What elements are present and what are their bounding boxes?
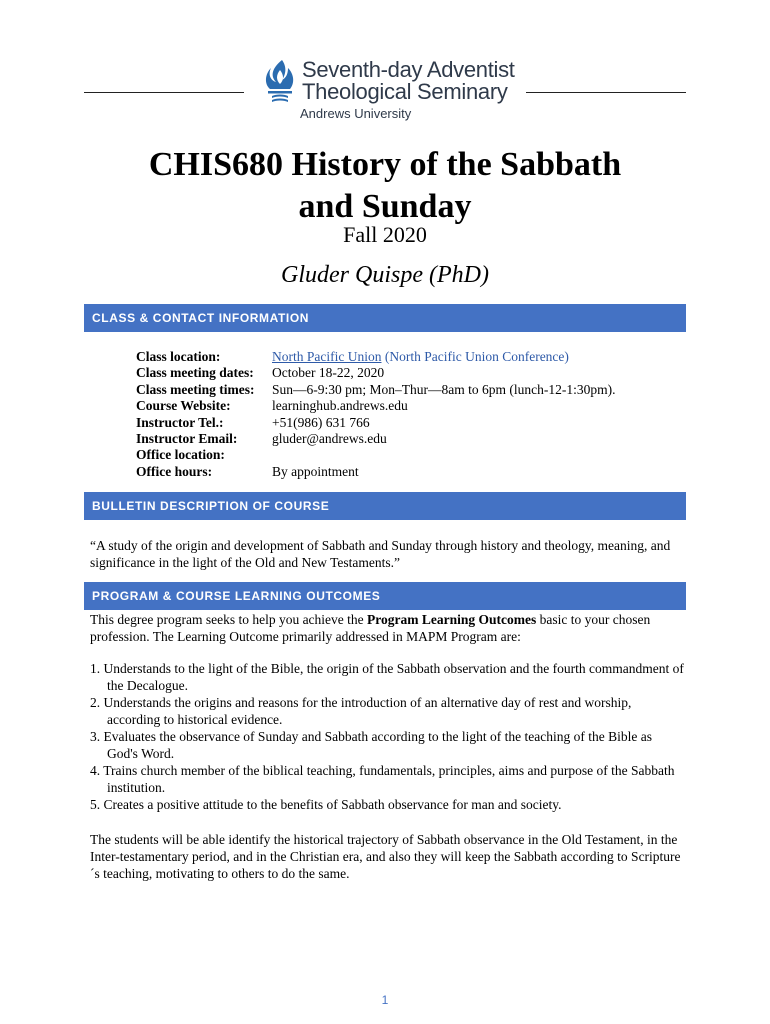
info-value: By appointment [272,463,359,479]
info-row-office-hours [136,464,615,480]
course-title-line2: and Sunday [298,188,472,225]
course-title [0,144,770,228]
info-label: Class location: [136,349,221,364]
intro-text-before: This degree program seeks to help you achieve the [90,612,368,627]
outcome-item: 4. Trains church member of the biblical teaching, fundamentals, principles, aims and purpose of the Sabbath institution. [90,763,675,795]
section-header-bulletin: BULLETIN DESCRIPTION OF COURSE [84,492,686,520]
info-row-email [136,431,615,447]
info-value: +51(986) 631 766 [272,414,370,430]
outcome-item: 2. Understands the origins and reasons for the introduction of an alternative day of rest and worship, according to historical evidence. [90,695,632,727]
instructor-name: Gluder Quispe (PhD) [281,262,489,288]
course-term: Fall 2020 [343,222,427,247]
contact-info-list [136,349,615,480]
outcome-item: 5. Creates a positive attitude to the benefits of Sabbath observance for man and society. [90,797,562,812]
outcomes-list [90,660,686,813]
page-number: 1 [381,993,389,1007]
info-label: Class meeting times: [136,381,255,397]
header-rule-left [84,92,244,93]
info-row-location [136,349,615,365]
info-row-office-location [136,447,615,463]
info-label: Class meeting dates: [136,365,254,381]
outcome-item: 1. Understands to the light of the Bible, the origin of the Sabbath observation and the fourth commandment of the Decalogue. [90,661,684,693]
section-header-contact: CLASS & CONTACT INFORMATION [84,304,686,332]
logo-text-line2: Theological Seminary [302,79,508,104]
logo-university: Andrews University [300,106,412,121]
info-value: learninghub.andrews.edu [272,398,408,414]
info-label: Course Website: [136,398,231,414]
info-row-website [136,398,615,414]
info-row-dates [136,365,615,381]
info-value: October 18-22, 2020 [272,365,385,381]
location-note: (North Pacific Union Conference) [384,349,569,364]
info-value: gluder@andrews.edu [272,431,387,447]
seminary-logo [0,56,770,126]
intro-text-bold: Program Learning Outcomes [367,612,537,627]
intro-text-after: basic to your chosen profession. The Learning Outcome primarily addressed in MAPM Program are: [90,612,651,644]
info-row-tel [136,415,615,431]
location-link[interactable]: North Pacific Union [272,349,382,364]
outcomes-intro [90,611,686,645]
info-row-times [136,382,615,398]
info-label: Office location: [136,447,225,463]
flame-logo-icon [262,58,298,104]
info-label: Instructor Tel.: [136,414,224,430]
info-value: Sun—6-9:30 pm; Mon–Thur—8am to 6pm (lunch-12-1:30pm). [272,381,616,397]
info-label: Instructor Email: [136,431,238,447]
info-value-location [272,349,569,365]
header-rule-right [526,92,686,93]
logo-text-line1: Seventh-day Adventist [302,57,515,82]
course-title-line1: CHIS680 History of the Sabbath [148,146,622,183]
info-label: Office hours: [136,463,213,479]
bulletin-description: “A study of the origin and development of Sabbath and Sunday through history and theology, meaning, and significance in the light of the Old and New Testaments.” [90,538,671,570]
outcome-item: 3. Evaluates the observance of Sunday and Sabbath according to the light of the teaching of the Bible as God's Word. [90,729,652,761]
closing-paragraph: The students will be able identify the historical trajectory of Sabbath observance in the Old Testament, in the Inter-testamentary period, and in the Christian era, and also they will keep the Sabbath according to Scripture´s teaching, motivating to others to do the same. [90,832,681,881]
section-header-outcomes: PROGRAM & COURSE LEARNING OUTCOMES [84,582,686,610]
